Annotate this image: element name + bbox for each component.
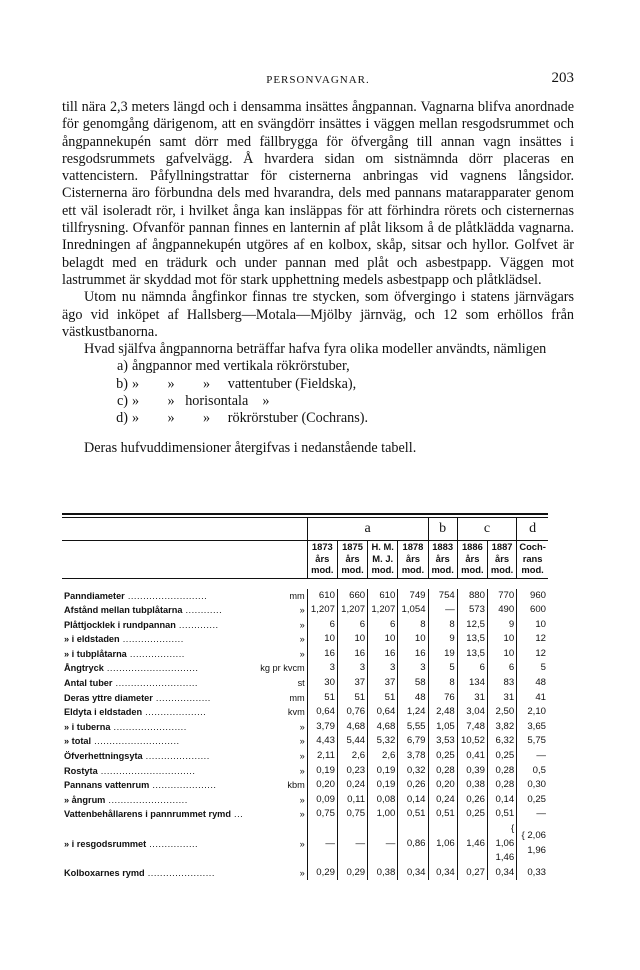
column-header: mod. (428, 564, 457, 578)
column-header: 1883 (428, 541, 457, 553)
body-text (62, 99, 574, 457)
group-header: a (307, 518, 428, 541)
table-cell: 0,33 (517, 866, 548, 881)
table-cell: 1,05 (428, 720, 457, 735)
model-item (62, 393, 574, 410)
table-cell: 1,00 (368, 807, 398, 822)
model-text: » » » rökrörstuber (Cochrans). (132, 410, 369, 427)
row-unit: kg pr kvcm (260, 663, 305, 674)
model-letter: c) (116, 393, 128, 410)
row-label-text: Öfverhettningsyta (64, 751, 143, 762)
model-item (62, 410, 574, 427)
table-cell: 0,38 (457, 778, 487, 793)
table-cell: 5,75 (517, 734, 548, 749)
model-text: » » horisontala » (132, 393, 270, 410)
row-unit: » (299, 867, 305, 878)
table-cell: 0,51 (487, 807, 516, 822)
model-letter: d) (116, 410, 128, 427)
column-header: Coch- (517, 541, 548, 553)
table-cell: 0,28 (487, 778, 516, 793)
table-cell: 0,38 (368, 866, 398, 881)
running-title: PERSONVAGNAR. (266, 74, 370, 86)
table-cell: 1,06 (428, 822, 457, 866)
table-cell: 0,20 (428, 778, 457, 793)
row-label (62, 734, 258, 749)
row-unit: » (299, 794, 305, 805)
table-cell: 10 (517, 618, 548, 633)
leader-dots: .................. (126, 648, 185, 659)
table-row (62, 793, 548, 808)
table-cell: 76 (428, 691, 457, 706)
table-cell: 770 (487, 589, 516, 604)
table-cell: 6 (337, 618, 367, 633)
table-cell: 3,82 (487, 720, 516, 735)
leader-dots: .................... (119, 634, 184, 645)
table-cell: 0,27 (457, 866, 487, 881)
table-cell: 134 (457, 676, 487, 691)
table-cell: 0,5 (517, 764, 548, 779)
table-cell: 58 (398, 676, 428, 691)
table-cell: 48 (398, 691, 428, 706)
table-row (62, 866, 548, 881)
column-header: 1875 (337, 541, 367, 553)
leader-dots: ................ (146, 838, 199, 849)
model-item (62, 358, 574, 375)
row-unit: » (299, 765, 305, 776)
table-row (62, 778, 548, 793)
column-header-row (62, 564, 548, 578)
table-row (62, 720, 548, 735)
table-cell: 37 (337, 676, 367, 691)
table-cell: 9 (487, 618, 516, 633)
column-header: års (337, 553, 367, 565)
table-cell: 0,75 (307, 807, 337, 822)
table-cell: 1,054 (398, 603, 428, 618)
table-row (62, 676, 548, 691)
table-cell: 0,64 (368, 705, 398, 720)
row-label-text: » ångrum (64, 794, 106, 805)
leader-dots: .......................... (105, 794, 188, 805)
leader-dots: ... (230, 809, 244, 820)
paragraph: Hvad själfva ångpannorna beträffar hafva fyra olika modeller användts, nämligen (84, 341, 547, 358)
table-row (62, 603, 548, 618)
model-list (62, 358, 574, 427)
table-row (62, 661, 548, 676)
table-cell: 0,23 (337, 764, 367, 779)
table-cell: 10,52 (457, 734, 487, 749)
row-label (62, 764, 258, 779)
row-label-text: » total (64, 736, 92, 747)
table-cell: 3 (368, 661, 398, 676)
row-label (62, 691, 258, 706)
row-label (62, 807, 258, 822)
table-cell: 0,25 (487, 749, 516, 764)
table-cell: 3,04 (457, 705, 487, 720)
table-cell: 0,11 (337, 793, 367, 808)
table-cell: 3,65 (517, 720, 548, 735)
group-header: d (517, 518, 548, 541)
table-cell: 5,55 (398, 720, 428, 735)
table-cell: 4,68 (337, 720, 367, 735)
table-cell: 0,76 (337, 705, 367, 720)
table-row (62, 691, 548, 706)
table-cell: — (517, 749, 548, 764)
table-intro: Deras hufvuddimensioner återgifvas i nedanstående tabell. (84, 439, 417, 456)
column-header-row (62, 541, 548, 553)
row-label-text: Plåttjocklek i rundpannan (64, 619, 176, 630)
table-cell: 0,29 (307, 866, 337, 881)
leader-dots: ........................ (110, 721, 187, 732)
table-cell: 2,10 (517, 705, 548, 720)
model-text: » » » vattentuber (Fieldska), (132, 375, 357, 392)
table-cell: — (428, 603, 457, 618)
row-label (62, 778, 258, 793)
column-header: 1878 (398, 541, 428, 553)
table-cell: 3 (398, 661, 428, 676)
table-cell: 1,24 (398, 705, 428, 720)
table-top-rule (62, 513, 548, 515)
table-cell: 10 (487, 632, 516, 647)
row-label-text: Deras yttre diameter (64, 692, 153, 703)
table-cell: 8 (398, 618, 428, 633)
column-header: rans (517, 553, 548, 565)
row-label-text: » i resgodsrummet (64, 838, 147, 849)
table-cell: 1,207 (307, 603, 337, 618)
table-cell: 749 (398, 589, 428, 604)
table-cell: 3,79 (307, 720, 337, 735)
dimensions-table (62, 518, 548, 880)
table-cell: 10 (337, 632, 367, 647)
paragraph: Utom nu nämnda ångfinkor finnas tre stycken, som öfvergingo i statens järnvägars ägo vid inköpet af Hallsberg—Motala—Mjölby järnväg, och 12 som erhöllos från västkustbanorna. (62, 289, 574, 340)
leader-dots: .............................. (103, 663, 199, 674)
row-unit: kvm (287, 707, 305, 718)
column-header: mod. (398, 564, 428, 578)
row-label-text: » i eldstaden (64, 634, 120, 645)
row-label (62, 720, 258, 735)
table-cell: 12,5 (457, 618, 487, 633)
row-label-text: » i tuberna (64, 721, 111, 732)
table-cell: 8 (428, 676, 457, 691)
table-cell: 41 (517, 691, 548, 706)
row-unit: » (299, 605, 305, 616)
table-cell: 0,25 (428, 749, 457, 764)
row-unit: mm (289, 692, 305, 703)
column-header: 1886 (457, 541, 487, 553)
dimensions-table-wrap (62, 513, 548, 880)
table-cell: 0,09 (307, 793, 337, 808)
table-cell: 10 (368, 632, 398, 647)
row-unit: » (299, 634, 305, 645)
table-cell: 13,5 (457, 632, 487, 647)
table-cell: 2,6 (368, 749, 398, 764)
row-unit: » (299, 751, 305, 762)
table-row (62, 618, 548, 633)
table-cell: 0,14 (487, 793, 516, 808)
row-unit: » (299, 809, 305, 820)
column-header: 1887 (487, 541, 516, 553)
table-cell: — (517, 807, 548, 822)
table-cell: 31 (487, 691, 516, 706)
row-label-text: Kolboxarnes rymd (64, 867, 145, 878)
table-cell: 0,19 (368, 764, 398, 779)
column-header: H. M. (368, 541, 398, 553)
table-cell: 7,48 (457, 720, 487, 735)
table-cell: 16 (307, 647, 337, 662)
table-cell: 13,5 (457, 647, 487, 662)
table-cell: 3,53 (428, 734, 457, 749)
leader-dots: ..................... (149, 780, 217, 791)
table-cell: 0,29 (337, 866, 367, 881)
table-cell: 48 (517, 676, 548, 691)
column-header: mod. (457, 564, 487, 578)
column-header: mod. (487, 564, 516, 578)
row-unit: » (299, 721, 305, 732)
table-cell: 6 (368, 618, 398, 633)
table-cell: 4,68 (368, 720, 398, 735)
table-cell: 0,51 (428, 807, 457, 822)
table-cell: 490 (487, 603, 516, 618)
row-label (62, 647, 258, 662)
table-cell: 30 (307, 676, 337, 691)
table-cell: 0,19 (307, 764, 337, 779)
leader-dots: ........................... (112, 678, 198, 689)
table-cell: 6 (457, 661, 487, 676)
row-label (62, 632, 258, 647)
table-row (62, 734, 548, 749)
leader-dots: ..................... (142, 751, 210, 762)
table-row (62, 647, 548, 662)
table-cell: 0,24 (337, 778, 367, 793)
table-cell: 16 (368, 647, 398, 662)
row-label-text: Panndiameter (64, 590, 125, 601)
column-header: mod. (337, 564, 367, 578)
table-cell: 10 (398, 632, 428, 647)
row-unit: » (299, 736, 305, 747)
leader-dots: ............................ (91, 736, 180, 747)
column-header: års (307, 553, 337, 565)
table-row (62, 589, 548, 604)
table-cell: 51 (307, 691, 337, 706)
table-cell: 3 (307, 661, 337, 676)
table-body (62, 589, 548, 881)
table-cell: 0,39 (457, 764, 487, 779)
table-cell: 960 (517, 589, 548, 604)
table-cell: 880 (457, 589, 487, 604)
row-label-text: Rostyta (64, 765, 98, 776)
table-cell: 0,86 (398, 822, 428, 866)
table-row (62, 764, 548, 779)
table-cell: 660 (337, 589, 367, 604)
row-label-text: Afstånd mellan tubplåtarna (64, 605, 183, 616)
row-label (62, 793, 258, 808)
table-row (62, 632, 548, 647)
column-header-row (62, 553, 548, 565)
table-cell: 0,25 (517, 793, 548, 808)
table-cell: 610 (368, 589, 398, 604)
leader-dots: .................... (142, 707, 207, 718)
table-cell: 0,34 (428, 866, 457, 881)
row-label (62, 822, 258, 866)
table-cell: — (307, 822, 337, 866)
table-cell: 0,51 (398, 807, 428, 822)
table-cell: 12 (517, 647, 548, 662)
column-header: 1873 (307, 541, 337, 553)
table-cell: 51 (337, 691, 367, 706)
table-cell: 6,32 (487, 734, 516, 749)
table-cell: — (337, 822, 367, 866)
table-row (62, 822, 548, 866)
table-cell: 8 (428, 618, 457, 633)
table-cell: 10 (487, 647, 516, 662)
table-cell: 6,79 (398, 734, 428, 749)
table-cell: 3 (337, 661, 367, 676)
table-row (62, 705, 548, 720)
row-label (62, 589, 258, 604)
row-label-text: Vattenbehållarens i pannrummet rymd (64, 809, 231, 820)
column-header: mod. (368, 564, 398, 578)
table-cell: 0,64 (307, 705, 337, 720)
table-cell: 6 (487, 661, 516, 676)
row-unit: » (299, 619, 305, 630)
table-cell: 0,41 (457, 749, 487, 764)
row-label (62, 676, 258, 691)
table-cell: 19 (428, 647, 457, 662)
table-cell: 9 (428, 632, 457, 647)
table-cell: 0,26 (398, 778, 428, 793)
table-row (62, 807, 548, 822)
table-cell: 5 (517, 661, 548, 676)
row-label (62, 603, 258, 618)
table-cell: 12 (517, 632, 548, 647)
table-cell: 31 (457, 691, 487, 706)
table-cell: 5,32 (368, 734, 398, 749)
table-cell: 10 (307, 632, 337, 647)
table-cell: 83 (487, 676, 516, 691)
table-cell: 600 (517, 603, 548, 618)
table-cell: 5,44 (337, 734, 367, 749)
table-cell: 573 (457, 603, 487, 618)
table-cell: 0,34 (398, 866, 428, 881)
row-label (62, 705, 258, 720)
table-cell: 0,28 (428, 764, 457, 779)
row-label-text: Pannans vattenrum (64, 780, 150, 791)
table-cell: 0,24 (428, 793, 457, 808)
table-cell: { 2,06 1,96 (517, 822, 548, 866)
group-header-row (62, 518, 548, 541)
table-cell: 0,28 (487, 764, 516, 779)
row-label (62, 618, 258, 633)
table-row (62, 749, 548, 764)
row-unit: mm (289, 590, 305, 601)
model-letter: b) (116, 375, 128, 392)
table-cell: 2,6 (337, 749, 367, 764)
table-cell: 0,26 (457, 793, 487, 808)
table-cell: 0,08 (368, 793, 398, 808)
table-cell: 1,207 (337, 603, 367, 618)
row-unit: st (297, 678, 305, 689)
table-cell: 2,48 (428, 705, 457, 720)
group-header: b (428, 518, 457, 541)
column-header: års (457, 553, 487, 565)
row-label-text: Antal tuber (64, 678, 113, 689)
leader-dots: .................. (152, 692, 211, 703)
row-unit: kbm (287, 780, 305, 791)
table-cell: 6 (307, 618, 337, 633)
table-cell: { 1,06 1,46 (487, 822, 516, 866)
leader-dots: ...................... (144, 867, 215, 878)
table-cell: 1,207 (368, 603, 398, 618)
row-label (62, 661, 258, 676)
row-label-text: Ångtryck (64, 663, 104, 674)
leader-dots: .......................... (124, 590, 208, 601)
table-cell: 0,32 (398, 764, 428, 779)
page-header (62, 70, 574, 90)
table-cell: 0,30 (517, 778, 548, 793)
table-cell: — (368, 822, 398, 866)
leader-dots: ............................... (97, 765, 196, 776)
table-cell: 754 (428, 589, 457, 604)
table-cell: 1,46 (457, 822, 487, 866)
row-label-text: » i tubplåtarna (64, 648, 127, 659)
table-cell: 0,25 (457, 807, 487, 822)
model-letter: a) (116, 358, 128, 375)
column-header: mod. (307, 564, 337, 578)
table-cell: 37 (368, 676, 398, 691)
row-label (62, 749, 258, 764)
column-header: års (428, 553, 457, 565)
leader-dots: ............. (175, 619, 219, 630)
column-header: mod. (517, 564, 548, 578)
paragraph: till nära 2,3 meters längd och i densamma insättes ångpannan. Vagnarna blifva anordnade för genomgång därigenom, att en svängdörr insättes i väggen mellan resgodsrummet och ångpannekupén samt dörr med fällbrygga för öfvergång till annan vagn insättes i resgodsrummets gafvelvägg. Å hvardera sidan om sistnämnda dörr placeras en vattencistern. Påfyllningstrattar för cisternerna anbringas vid vagnens långsidor. Cisternerna äro förbundna dels med hvarandra, dels med pannans matarapparater genom ett väl isoleradt rör, i hvilket ånga kan insläppas för att förhindra rörets och cisternernas tillfrysning. Ofvanför pannan finnes en lanternin af plåt liksom å de plåtklädda vagnarna. Inredningen af ångpannekupén utgöres af en kolbox, skåp, sitsar och hyllor. Golfvet är belagdt med en trädurk och under pannan med plåt och asbestpapp. Väggen mot lastrummet är skyddad mot för stark upphettning medels asbestpapp och plåtklädsel. (62, 99, 574, 288)
table-cell: 0,34 (487, 866, 516, 881)
table-cell: 0,75 (337, 807, 367, 822)
row-label (62, 866, 258, 881)
table-cell: 0,20 (307, 778, 337, 793)
row-label-text: Eldyta i eldstaden (64, 707, 143, 718)
column-header: M. J. (368, 553, 398, 565)
table-cell: 2,50 (487, 705, 516, 720)
page-number: 203 (551, 70, 574, 86)
group-header: c (457, 518, 516, 541)
row-unit: » (299, 648, 305, 659)
model-text: ångpannor med vertikala rökrörstuber, (132, 358, 350, 375)
column-header: års (398, 553, 428, 565)
table-cell: 3,78 (398, 749, 428, 764)
row-unit: » (299, 838, 305, 849)
model-item (62, 376, 574, 393)
column-header: års (487, 553, 516, 565)
table-cell: 5 (428, 661, 457, 676)
table-cell: 16 (337, 647, 367, 662)
table-cell: 51 (368, 691, 398, 706)
table-cell: 16 (398, 647, 428, 662)
table-cell: 610 (307, 589, 337, 604)
table-cell: 0,19 (368, 778, 398, 793)
table-cell: 2,11 (307, 749, 337, 764)
table-cell: 4,43 (307, 734, 337, 749)
table-cell: 0,14 (398, 793, 428, 808)
leader-dots: ............ (182, 605, 223, 616)
